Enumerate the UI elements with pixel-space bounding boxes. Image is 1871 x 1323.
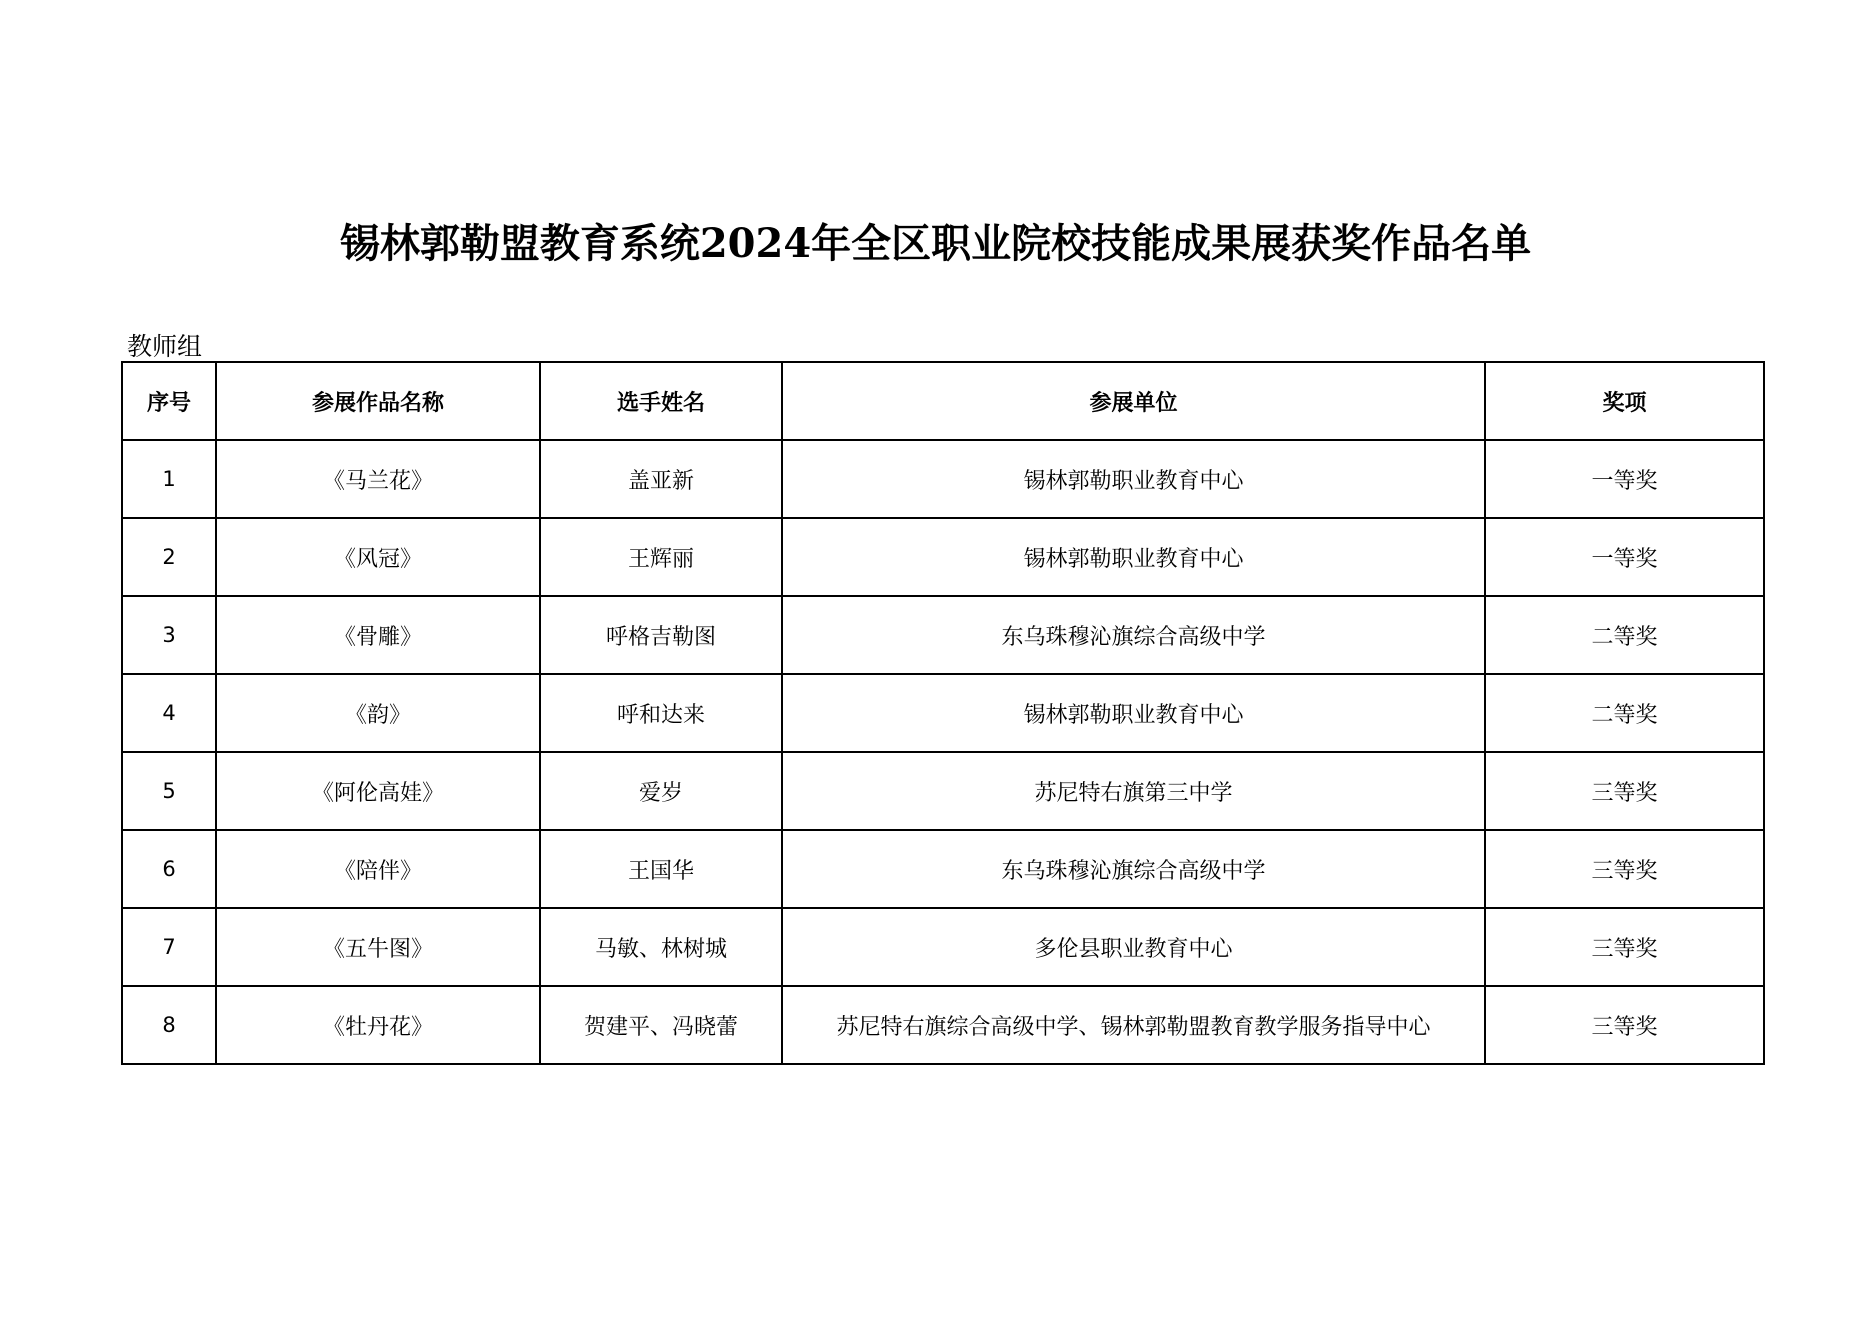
cell-participating-unit: 东乌珠穆沁旗综合高级中学 [782, 830, 1485, 908]
table-row [122, 440, 1764, 518]
cell-award: 二等奖 [1485, 674, 1764, 752]
cell-award: 二等奖 [1485, 596, 1764, 674]
cell-award: 三等奖 [1485, 752, 1764, 830]
cell-participating-unit: 锡林郭勒职业教育中心 [782, 518, 1485, 596]
cell-participating-unit: 锡林郭勒职业教育中心 [782, 674, 1485, 752]
cell-award: 三等奖 [1485, 830, 1764, 908]
award-table [121, 361, 1765, 1065]
cell-participating-unit: 多伦县职业教育中心 [782, 908, 1485, 986]
cell-award: 三等奖 [1485, 986, 1764, 1064]
cell-participating-unit: 苏尼特右旗第三中学 [782, 752, 1485, 830]
page-title: 锡林郭勒盟教育系统2024年全区职业院校技能成果展获奖作品名单 [339, 220, 1532, 267]
cell-participating-unit: 东乌珠穆沁旗综合高级中学 [782, 596, 1485, 674]
cell-serial-number: 2 [122, 518, 216, 596]
cell-serial-number: 5 [122, 752, 216, 830]
cell-participant-name: 马敏、林树城 [540, 908, 782, 986]
table-header-row [122, 362, 1764, 440]
table-row [122, 830, 1764, 908]
cell-participant-name: 盖亚新 [540, 440, 782, 518]
cell-work-title: 《五牛图》 [216, 908, 540, 986]
cell-participating-unit: 锡林郭勒职业教育中心 [782, 440, 1485, 518]
table-row [122, 674, 1764, 752]
cell-work-title: 《马兰花》 [216, 440, 540, 518]
cell-work-title: 《牡丹花》 [216, 986, 540, 1064]
cell-work-title: 《骨雕》 [216, 596, 540, 674]
cell-participating-unit: 苏尼特右旗综合高级中学、锡林郭勒盟教育教学服务指导中心 [782, 986, 1485, 1064]
cell-participant-name: 爱岁 [540, 752, 782, 830]
cell-serial-number: 3 [122, 596, 216, 674]
table-row [122, 752, 1764, 830]
header-participating-unit: 参展单位 [782, 362, 1485, 440]
cell-serial-number: 1 [122, 440, 216, 518]
cell-participant-name: 王辉丽 [540, 518, 782, 596]
header-participant-name: 选手姓名 [540, 362, 782, 440]
cell-award: 一等奖 [1485, 440, 1764, 518]
cell-serial-number: 8 [122, 986, 216, 1064]
cell-work-title: 《风冠》 [216, 518, 540, 596]
header-award: 奖项 [1485, 362, 1764, 440]
cell-serial-number: 4 [122, 674, 216, 752]
cell-work-title: 《陪伴》 [216, 830, 540, 908]
group-label: 教师组 [127, 332, 203, 361]
cell-award: 一等奖 [1485, 518, 1764, 596]
table-row [122, 518, 1764, 596]
cell-work-title: 《阿伦高娃》 [216, 752, 540, 830]
cell-serial-number: 7 [122, 908, 216, 986]
cell-serial-number: 6 [122, 830, 216, 908]
cell-participant-name: 贺建平、冯晓蕾 [540, 986, 782, 1064]
cell-participant-name: 呼格吉勒图 [540, 596, 782, 674]
table-row [122, 986, 1764, 1064]
cell-participant-name: 王国华 [540, 830, 782, 908]
table-row [122, 908, 1764, 986]
cell-participant-name: 呼和达来 [540, 674, 782, 752]
cell-award: 三等奖 [1485, 908, 1764, 986]
header-work-title: 参展作品名称 [216, 362, 540, 440]
table-row [122, 596, 1764, 674]
header-serial-number: 序号 [122, 362, 216, 440]
cell-work-title: 《韵》 [216, 674, 540, 752]
